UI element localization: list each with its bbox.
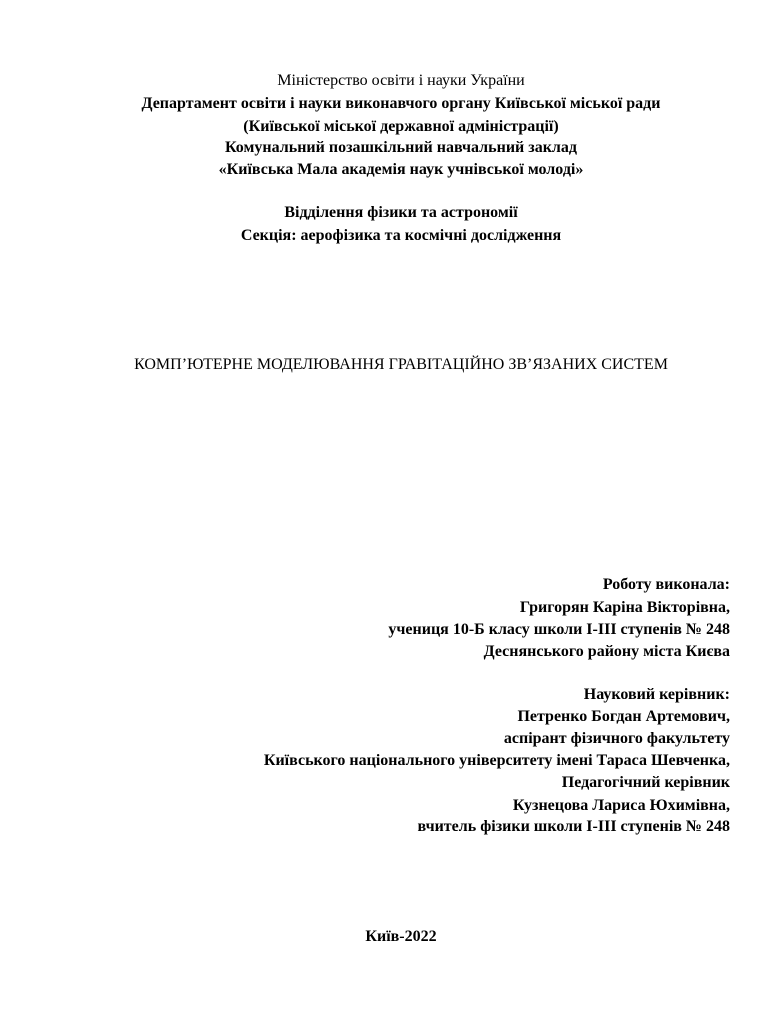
pedagogical-supervisor-position: вчитель фізики школи І-ІІІ ступенів № 248 [417, 818, 730, 835]
scientific-supervisor-position: аспірант фізичного факультету [503, 730, 730, 747]
academy-line: «Київська Мала академія наук учнівської молоді» [218, 161, 584, 178]
city-year: Київ-2022 [365, 928, 437, 945]
author-name: Григорян Каріна Вікторівна, [519, 599, 730, 616]
pedagogical-supervisor-name: Кузнецова Лариса Юхимівна, [512, 797, 730, 814]
author-label: Роботу виконала: [602, 576, 730, 593]
scientific-supervisor-university: Київського національного університету імені Тараса Шевченка, [263, 752, 730, 769]
author-district: Деснянського району міста Києва [483, 643, 730, 660]
ministry-line: Міністерство освіти і науки України [277, 72, 525, 89]
scientific-supervisor-label: Науковий керівник: [583, 686, 730, 703]
division-line: Відділення фізики та астрономії [284, 204, 518, 221]
department-line: Департамент освіти і науки виконавчого органу Київської міської ради [141, 95, 661, 112]
subsection-line: Секція: аерофізика та космічні дослідження [240, 227, 562, 244]
scientific-supervisor-name: Петренко Богдан Артемович, [517, 708, 730, 725]
author-status: учениця 10-Б класу школи І-ІІІ ступенів № 248 [388, 621, 730, 638]
administration-line: (Київської міської державної адміністрації) [243, 118, 559, 135]
institution-type-line: Комунальний позашкільний навчальний заклад [225, 139, 577, 156]
pedagogical-supervisor-label: Педагогічний керівник [561, 774, 730, 791]
document-title: КОМП’ЮТЕРНЕ МОДЕЛЮВАННЯ ГРАВІТАЦІЙНО ЗВ’ЯЗАНИХ СИСТЕМ [134, 356, 668, 373]
